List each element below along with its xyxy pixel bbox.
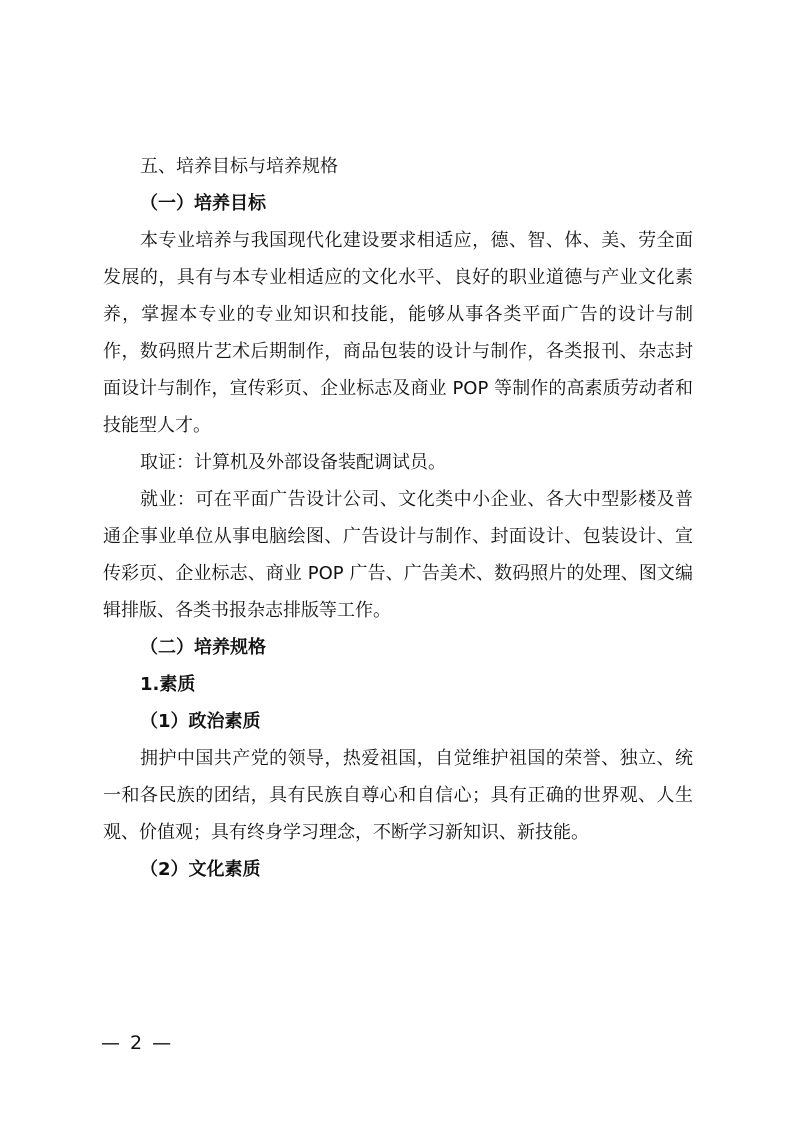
document-body [103,148,693,888]
paragraph-political: 拥护中国共产党的领导，热爱祖国，自觉维护祖国的荣誉、独立、统一和各民族的团结，具有民族自尊心和自信心；具有正确的世界观、人生观、价值观；具有终身学习理念，不断学习新知识、新技能。 [103,748,693,843]
section-heading: 五、培养目标与培养规格 [140,156,338,177]
subsection-heading-goal: （一）培养目标 [140,193,266,214]
item-heading-cultural: （2）文化素质 [140,859,261,880]
paragraph-certificate: 取证：计算机及外部设备装配调试员。 [140,452,446,473]
item-heading-political: （1）政治素质 [140,711,261,732]
item-heading-quality: 1.素质 [140,674,196,695]
paragraph-goal: 本专业培养与我国现代化建设要求相适应，德、智、体、美、劳全面发展的，具有与本专业相适应的文化水平、良好的职业道德与产业文化素养，掌握本专业的专业知识和技能，能够从事各类平面广告的设计与制作，数码照片艺术后期制作，商品包装的设计与制作，各类报刊、杂志封面设计与制作，宣传彩页、企业标志及商业 POP 等制作的高素质劳动者和技能型人才。 [103,230,693,436]
page-number: — 2 — [101,1032,174,1054]
paragraph-employment: 就业：可在平面广告设计公司、文化类中小企业、各大中型影楼及普通企事业单位从事电脑绘图、广告设计与制作、封面设计、包装设计、宣传彩页、企业标志、商业 POP 广告、广告美术、数码照片的处理、图文编辑排版、各类书报杂志排版等工作。 [103,489,693,621]
subsection-heading-spec: （二）培养规格 [140,637,266,658]
